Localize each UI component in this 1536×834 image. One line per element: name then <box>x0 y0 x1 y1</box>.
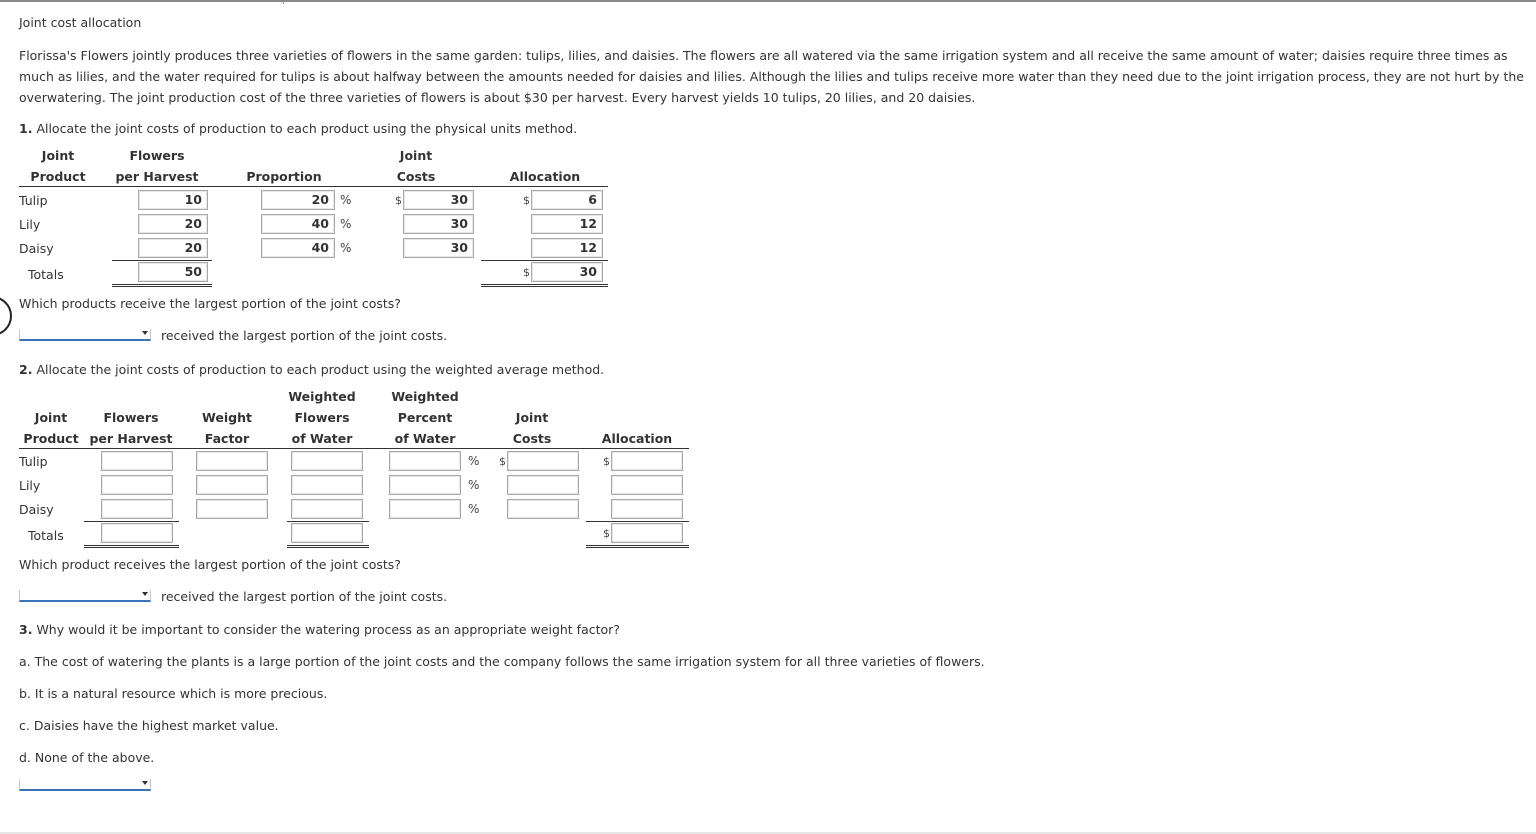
q2-question: Which product receives the largest portion of the joint costs? <box>19 557 401 572</box>
q1-number: 1. <box>19 121 33 136</box>
q1-costs-lily[interactable]: 30 <box>403 214 474 234</box>
q3-text: Why would it be important to consider the watering process as an appropriate weight factor? <box>36 622 620 637</box>
problem-intro: Florissa's Flowers jointly produces three varieties of flowers in the same garden: tulips, lilies, and daisies. The flowers are all watered via the same irrigation system and all receive the same amount of water; daisies require three times as much as lilies, and the water required for tulips is about halfway between the amounts needed for daisies and lilies. Although the lilies and tulips receive more water than they need due to the joint irrigation process, they are not hurt by the overwatering. The joint production cost of the three varieties of flowers is about $30 per harvest. Every harvest yields 10 tulips, 20 lilies, and 20 daisies. <box>19 48 1524 105</box>
q2-flowers-daisy[interactable] <box>101 499 173 519</box>
q2-text: Allocate the joint costs of production to each product using the weighted average method. <box>36 362 605 377</box>
chevron-down-icon <box>142 781 148 785</box>
q1-header-product-1: Joint <box>41 148 75 163</box>
q1-allocation-double-rule <box>481 284 608 287</box>
percent-sign: % <box>468 454 480 468</box>
q2-product-lily: Lily <box>19 478 41 493</box>
dollar-sign: $ <box>395 194 402 207</box>
q2-header-wpct-1: Weighted <box>391 389 459 404</box>
q1-proportion-tulip[interactable]: 20 <box>261 190 335 210</box>
q1-flowers-tulip[interactable]: 10 <box>138 190 208 210</box>
q1-proportion-daisy[interactable]: 40 <box>261 238 335 258</box>
dollar-sign: $ <box>499 455 506 468</box>
q2-flowers-double-rule <box>84 545 179 548</box>
q1-allocation-total[interactable]: 30 <box>531 262 603 282</box>
q2-header-costs-1: Joint <box>515 410 549 425</box>
q1-header-rule <box>19 186 608 187</box>
q2-header-product-1: Joint <box>34 410 68 425</box>
q2-wflowers-double-rule <box>287 545 369 548</box>
q2-wflowers-total[interactable] <box>291 523 363 543</box>
q1-answer-dropdown[interactable] <box>19 329 151 341</box>
q2-weight-tulip[interactable] <box>196 451 268 471</box>
q3-option-d: d. None of the above. <box>19 750 155 765</box>
q2-costs-lily[interactable] <box>507 475 579 495</box>
q2-allocation-lily[interactable] <box>611 475 683 495</box>
percent-sign: % <box>468 478 480 492</box>
q2-answer-suffix: received the largest portion of the joint costs. <box>161 589 448 604</box>
q3-option-b: b. It is a natural resource which is more precious. <box>19 686 328 701</box>
chevron-down-icon <box>142 592 148 596</box>
q1-flowers-total-rule <box>112 260 212 261</box>
q2-header-rule <box>19 448 689 449</box>
q2-allocation-daisy[interactable] <box>611 499 683 519</box>
q1-allocation-total-rule <box>481 260 608 261</box>
q1-flowers-double-rule <box>112 284 212 287</box>
q1-costs-tulip[interactable]: 30 <box>403 190 474 210</box>
q1-totals-label: Totals <box>28 267 64 282</box>
q2-wpct-lily[interactable] <box>389 475 461 495</box>
q1-product-lily: Lily <box>19 217 41 232</box>
q1-header-allocation: Allocation <box>509 169 581 184</box>
q2-number: 2. <box>19 362 33 377</box>
q2-allocation-tulip[interactable] <box>611 451 683 471</box>
q1-flowers-lily[interactable]: 20 <box>138 214 208 234</box>
q2-wpct-tulip[interactable] <box>389 451 461 471</box>
q2-flowers-total-rule <box>84 521 179 522</box>
q2-wflowers-daisy[interactable] <box>291 499 363 519</box>
percent-sign: % <box>340 217 352 231</box>
q2-flowers-total[interactable] <box>101 523 173 543</box>
q1-product-daisy: Daisy <box>19 241 54 256</box>
percent-sign: % <box>340 193 352 207</box>
q1-product-tulip: Tulip <box>19 193 48 208</box>
q1-answer-suffix: received the largest portion of the joint costs. <box>161 328 448 343</box>
q2-header-flowers-1: Flowers <box>103 410 159 425</box>
q3-option-c: c. Daisies have the highest market value. <box>19 718 279 733</box>
dollar-sign: $ <box>603 527 610 540</box>
percent-sign: % <box>468 502 480 516</box>
q3-answer-dropdown[interactable] <box>19 779 151 791</box>
q2-product-daisy: Daisy <box>19 502 54 517</box>
q2-header-weight-1: Weight <box>202 410 252 425</box>
q1-allocation-daisy[interactable]: 12 <box>531 238 603 258</box>
q3-number: 3. <box>19 622 33 637</box>
q2-allocation-double-rule <box>586 545 689 548</box>
q1-question: Which products receive the largest portion of the joint costs? <box>19 296 401 311</box>
q2-header-product-2: Product <box>23 431 79 446</box>
dollar-sign: $ <box>603 455 610 468</box>
q2-wflowers-lily[interactable] <box>291 475 363 495</box>
q1-header-costs-1: Joint <box>399 148 433 163</box>
q2-answer-dropdown[interactable] <box>19 590 151 602</box>
q3-option-a: a. The cost of watering the plants is a large portion of the joint costs and the company follows the same irrigation system for all three varieties of flowers. <box>19 654 985 669</box>
q2-product-tulip: Tulip <box>19 454 48 469</box>
q2-header-wflowers-2: Flowers <box>294 410 350 425</box>
percent-sign: % <box>340 241 352 255</box>
q2-header-costs-2: Costs <box>512 431 552 446</box>
q2-allocation-total-rule <box>586 521 689 522</box>
q2-flowers-tulip[interactable] <box>101 451 173 471</box>
q1-header-product-2: Product <box>30 169 86 184</box>
q1-allocation-tulip[interactable]: 6 <box>531 190 603 210</box>
side-marker-circle <box>0 296 12 336</box>
q2-wflowers-tulip[interactable] <box>291 451 363 471</box>
chevron-down-icon <box>142 331 148 335</box>
q3-prompt <box>19 622 620 637</box>
q1-header-flowers-2: per Harvest <box>115 169 199 184</box>
q2-header-wflowers-1: Weighted <box>288 389 356 404</box>
q1-flowers-daisy[interactable]: 20 <box>138 238 208 258</box>
q1-allocation-lily[interactable]: 12 <box>531 214 603 234</box>
q1-costs-daisy[interactable]: 30 <box>403 238 474 258</box>
top-border <box>0 0 1536 2</box>
q1-text: Allocate the joint costs of production to each product using the physical units method. <box>36 121 578 136</box>
q2-header-wflowers-3: of Water <box>291 431 353 446</box>
dollar-sign: $ <box>523 266 530 279</box>
q1-header-costs-2: Costs <box>396 169 436 184</box>
q2-header-weight-2: Factor <box>204 431 250 446</box>
q2-weight-lily[interactable] <box>196 475 268 495</box>
q1-header-flowers-1: Flowers <box>129 148 185 163</box>
q1-prompt <box>19 121 577 136</box>
q1-flowers-total[interactable]: 50 <box>138 262 208 282</box>
q2-costs-daisy[interactable] <box>507 499 579 519</box>
q1-header-proportion: Proportion <box>246 169 322 184</box>
q2-header-allocation: Allocation <box>601 431 673 446</box>
q2-header-wpct-2: Percent <box>397 410 453 425</box>
q2-allocation-total[interactable] <box>611 523 683 543</box>
q2-weight-daisy[interactable] <box>196 499 268 519</box>
q2-prompt <box>19 362 604 377</box>
dollar-sign: $ <box>523 194 530 207</box>
q1-proportion-lily[interactable]: 40 <box>261 214 335 234</box>
q2-header-wpct-3: of Water <box>394 431 456 446</box>
q2-flowers-lily[interactable] <box>101 475 173 495</box>
q2-totals-label: Totals <box>28 528 64 543</box>
q2-wpct-daisy[interactable] <box>389 499 461 519</box>
page-title: Joint cost allocation <box>19 15 142 30</box>
q2-costs-tulip[interactable] <box>507 451 579 471</box>
q2-wflowers-total-rule <box>287 521 369 522</box>
q2-header-flowers-2: per Harvest <box>89 431 173 446</box>
